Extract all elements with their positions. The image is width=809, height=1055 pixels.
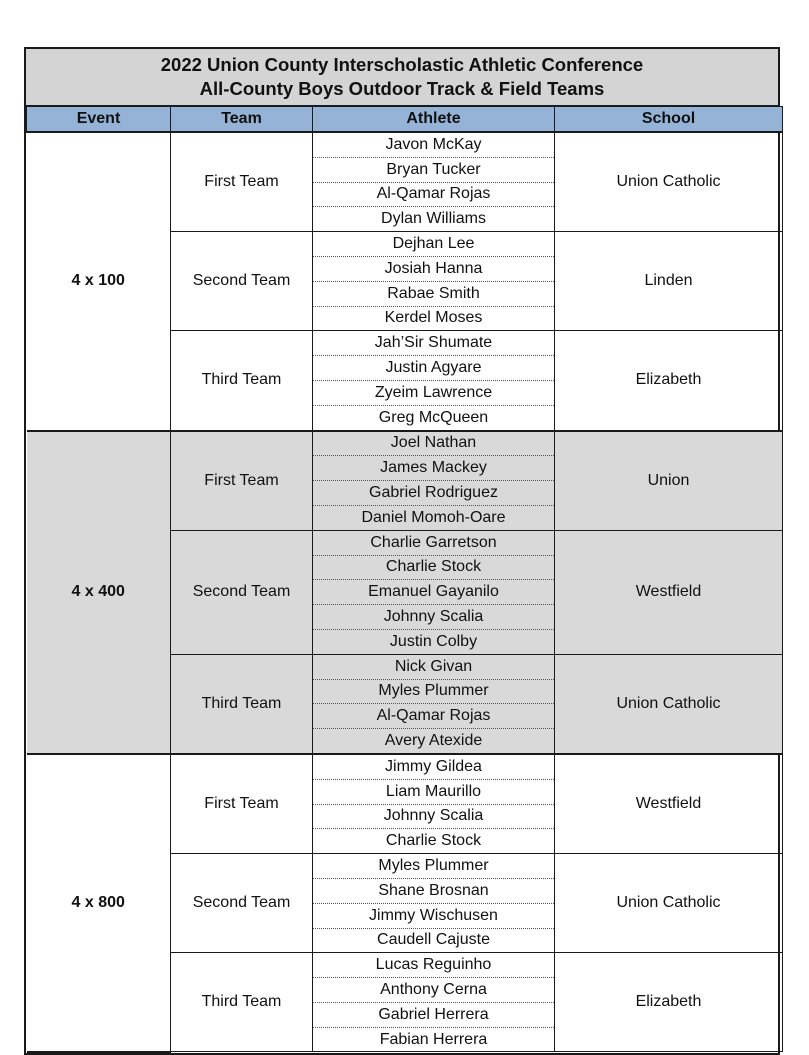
results-sheet	[24, 47, 780, 1055]
column-header-athlete: Athlete	[313, 107, 555, 133]
athlete-name: Charlie Garretson	[313, 530, 555, 555]
athlete-name: Johnny Scalia	[313, 605, 555, 630]
athlete-name: Joel Nathan	[313, 431, 555, 456]
table-row	[27, 132, 783, 157]
school-name: Linden	[555, 232, 783, 331]
athlete-name: Josiah Hanna	[313, 256, 555, 281]
athlete-name: Avery Atexide	[313, 729, 555, 754]
athlete-name: Nick Givan	[313, 654, 555, 679]
athlete-name: Myles Plummer	[313, 854, 555, 879]
event-group	[27, 754, 783, 1052]
team-name: Third Team	[171, 654, 313, 754]
athlete-name: Javon McKay	[313, 132, 555, 157]
team-name: Second Team	[171, 854, 313, 953]
athlete-name: Jah’Sir Shumate	[313, 331, 555, 356]
table-row	[27, 754, 783, 779]
athlete-name: Kerdel Moses	[313, 306, 555, 331]
athlete-name: Justin Agyare	[313, 356, 555, 381]
column-header-school: School	[555, 107, 783, 133]
title-line-2: All-County Boys Outdoor Track & Field Teams	[199, 78, 605, 99]
athlete-name: Jimmy Gildea	[313, 754, 555, 779]
athlete-name: Lucas Reguinho	[313, 953, 555, 978]
athlete-name: Jimmy Wischusen	[313, 903, 555, 928]
column-header-team: Team	[171, 107, 313, 133]
event-name: 4 x 100	[27, 132, 171, 431]
athlete-name: Anthony Cerna	[313, 978, 555, 1003]
athlete-name: Liam Maurillo	[313, 779, 555, 804]
table-row	[27, 431, 783, 456]
athlete-name: Charlie Stock	[313, 555, 555, 580]
athlete-name: James Mackey	[313, 456, 555, 481]
teams-table	[26, 106, 783, 1053]
school-name: Union	[555, 431, 783, 531]
school-name: Westfield	[555, 530, 783, 654]
athlete-name: Fabian Herrera	[313, 1027, 555, 1052]
team-name: Third Team	[171, 953, 313, 1052]
athlete-name: Greg McQueen	[313, 405, 555, 430]
team-name: Third Team	[171, 331, 313, 431]
school-name: Union Catholic	[555, 132, 783, 232]
event-group	[27, 431, 783, 754]
athlete-name: Dejhan Lee	[313, 232, 555, 257]
event-name: 4 x 400	[27, 431, 171, 754]
team-name: Second Team	[171, 232, 313, 331]
school-name: Union Catholic	[555, 654, 783, 754]
team-name: First Team	[171, 754, 313, 854]
athlete-name: Justin Colby	[313, 629, 555, 654]
athlete-name: Emanuel Gayanilo	[313, 580, 555, 605]
athlete-name: Daniel Momoh-Oare	[313, 505, 555, 530]
team-name: First Team	[171, 132, 313, 232]
athlete-name: Dylan Williams	[313, 207, 555, 232]
athlete-name: Charlie Stock	[313, 829, 555, 854]
athlete-name: Gabriel Herrera	[313, 1002, 555, 1027]
school-name: Westfield	[555, 754, 783, 854]
athlete-name: Bryan Tucker	[313, 157, 555, 182]
team-name: Second Team	[171, 530, 313, 654]
event-group	[27, 132, 783, 431]
athlete-name: Al-Qamar Rojas	[313, 704, 555, 729]
athlete-name: Caudell Cajuste	[313, 928, 555, 953]
athlete-name: Johnny Scalia	[313, 804, 555, 829]
header-row	[27, 107, 783, 133]
athlete-name: Shane Brosnan	[313, 878, 555, 903]
team-name: First Team	[171, 431, 313, 531]
athlete-name: Myles Plummer	[313, 679, 555, 704]
title-line-1: 2022 Union County Interscholastic Athletic Conference	[160, 54, 644, 75]
event-name: 4 x 800	[27, 754, 171, 1052]
title-block	[26, 49, 778, 106]
athlete-name: Zyeim Lawrence	[313, 380, 555, 405]
column-header-event: Event	[27, 107, 171, 133]
school-name: Union Catholic	[555, 854, 783, 953]
school-name: Elizabeth	[555, 331, 783, 431]
athlete-name: Rabae Smith	[313, 281, 555, 306]
school-name: Elizabeth	[555, 953, 783, 1052]
athlete-name: Gabriel Rodriguez	[313, 481, 555, 506]
athlete-name: Al-Qamar Rojas	[313, 182, 555, 207]
